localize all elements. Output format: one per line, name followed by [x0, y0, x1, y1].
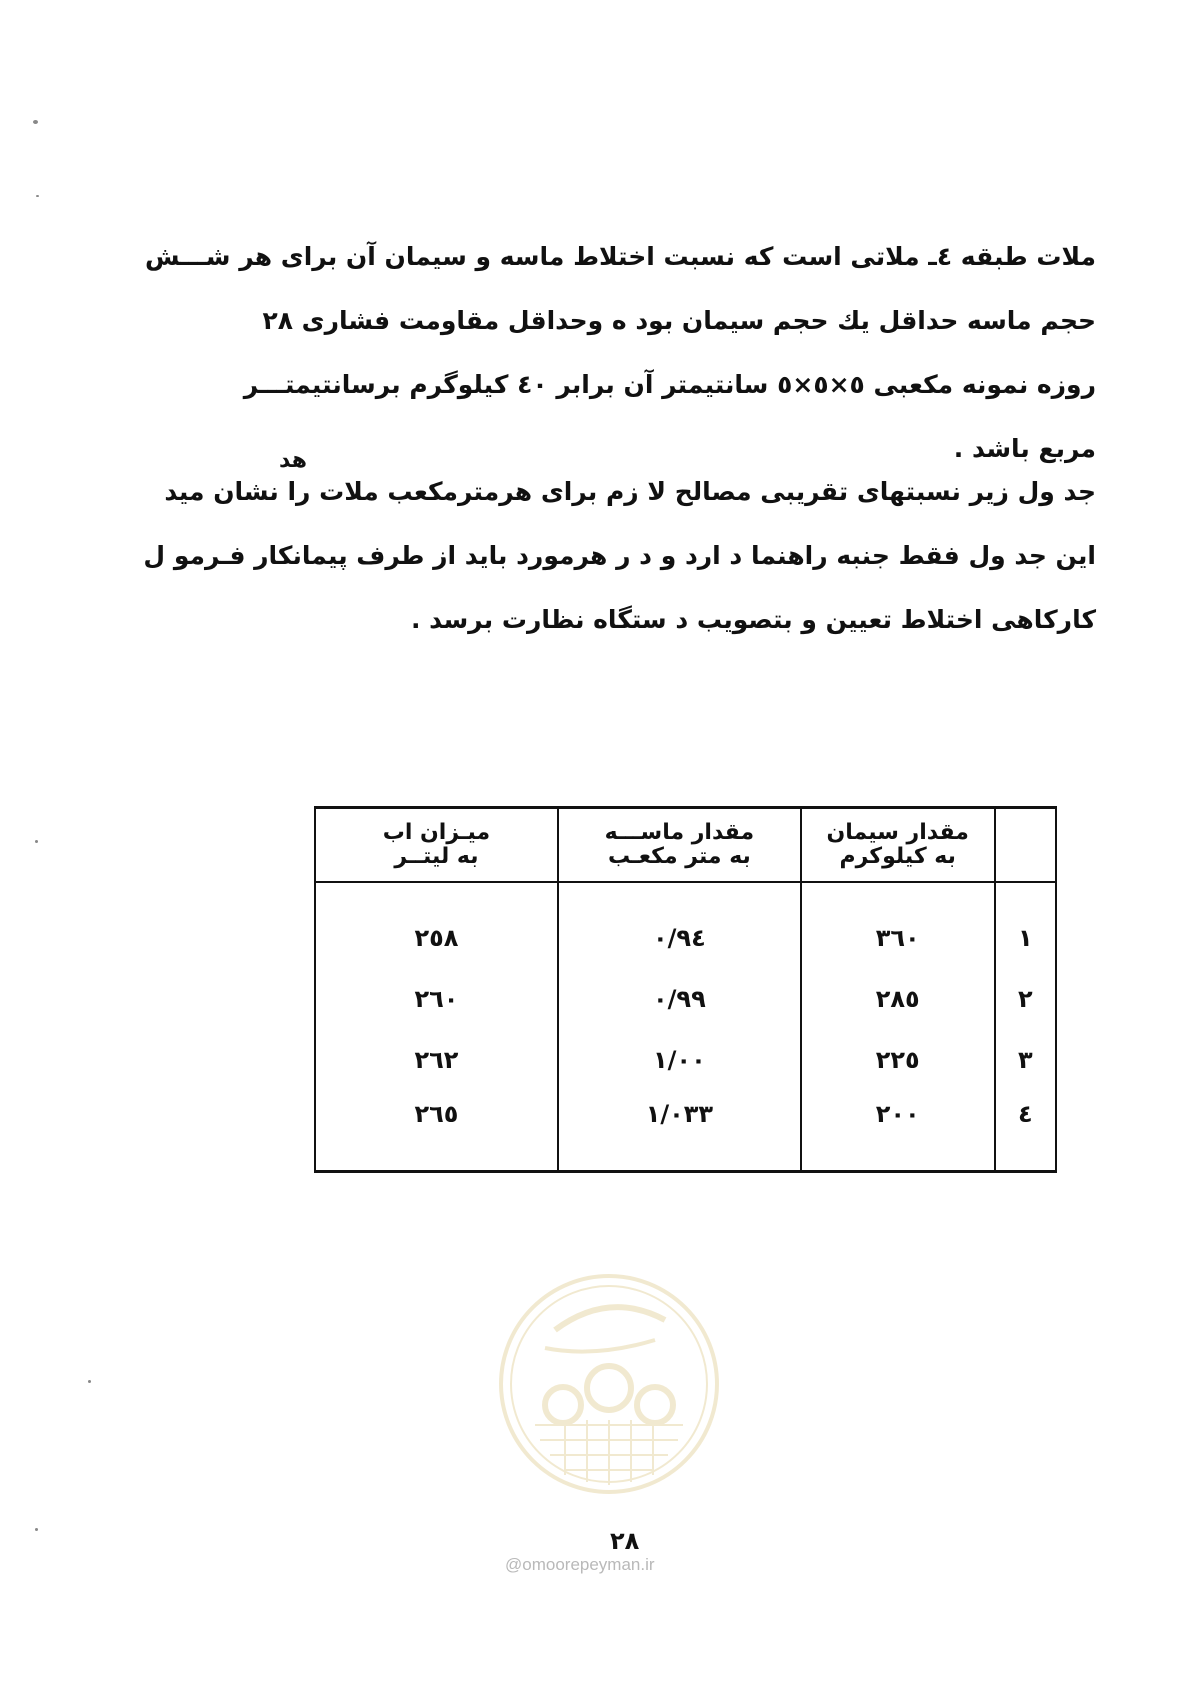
- table-row: [315, 882, 1056, 968]
- cell-sand: ٠/٩٩: [558, 968, 801, 1029]
- cell-water: ٢٦٥: [315, 1090, 558, 1172]
- paragraph-line: حجم ماسه حداقل یك حجم سیمان بود ه وحداقل مقاومت فشاری ۲۸: [262, 306, 1096, 335]
- paragraph-line: کارکاهی اختلاط تعیین و بتصویب د ستگاه نظارت برسد .: [410, 605, 1096, 634]
- paragraph-line: مربع باشد .: [953, 434, 1096, 463]
- cell-sand: ١/٠٠: [558, 1029, 801, 1090]
- scan-speck: [36, 195, 39, 197]
- table-header-row: [315, 808, 1056, 883]
- paragraph-table-intro: [143, 460, 1096, 652]
- cell-index: ٣: [995, 1029, 1056, 1090]
- cell-cement: ٢٠٠: [801, 1090, 995, 1172]
- cell-cement: ٣٦٠: [801, 882, 995, 968]
- header-cement: [801, 808, 995, 883]
- cell-sand: ١/٠٣٣: [558, 1090, 801, 1172]
- page-number: ٢٨: [610, 1527, 640, 1555]
- header-water-line2: به لیتــر: [394, 844, 479, 869]
- cell-index: ٤: [995, 1090, 1056, 1172]
- cell-sand: ٠/٩٤: [558, 882, 801, 968]
- header-cement-line1: مقدار سیمان: [826, 820, 969, 845]
- paragraph-line: این جد ول فقط جنبه راهنما د ارد و د ر هرمورد باید از طرف پیمانکار فـرمو ل: [143, 541, 1096, 570]
- omoore-peyman-logo-watermark: [495, 1270, 723, 1498]
- scan-speck: [88, 1380, 91, 1383]
- table-row: [315, 1090, 1056, 1172]
- scan-speck: [33, 120, 38, 124]
- website-watermark: @omoorepeyman.ir: [505, 1555, 655, 1574]
- cell-water: ٢٦٢: [315, 1029, 558, 1090]
- header-water: [315, 808, 558, 883]
- superscript-correction: هد: [279, 448, 307, 473]
- paragraph-line: ملات طبقه ٤ـ ملاتی است که نسبت اختلاط ماسه و سیمان آن برای هر شـــش: [144, 242, 1096, 271]
- cell-cement: ٢٢٥: [801, 1029, 995, 1090]
- header-index: [995, 808, 1056, 883]
- header-sand: [558, 808, 801, 883]
- paragraph-line: جد ول زیر نسبتهای تقریبی مصالح لا زم برای هرمترمکعب ملات را نشان مید: [164, 477, 1096, 506]
- cell-index: ١: [995, 882, 1056, 968]
- cell-water: ٢٦٠: [315, 968, 558, 1029]
- header-sand-line1: مقدار ماســـه: [604, 820, 755, 845]
- table-row: [315, 968, 1056, 1029]
- table-row: [315, 1029, 1056, 1090]
- header-sand-line2: به متر مکعـب: [607, 844, 751, 869]
- header-water-line1: میـزان اب: [382, 820, 491, 845]
- header-cement-line2: به کیلوکرم: [839, 844, 956, 869]
- paragraph-mortar-type-4: [144, 225, 1096, 481]
- cell-index: ٢: [995, 968, 1056, 1029]
- cell-cement: ٢٨٥: [801, 968, 995, 1029]
- scan-speck: [35, 1528, 38, 1531]
- paragraph-line: روزه نمونه مکعبی ٥×٥×٥ سانتیمتر آن برابر ٤٠ کیلوگرم برسانتیمتـــر: [243, 370, 1096, 399]
- scan-speck: [35, 840, 38, 843]
- mix-proportions-table: [314, 806, 1057, 1173]
- cell-water: ٢٥٨: [315, 882, 558, 968]
